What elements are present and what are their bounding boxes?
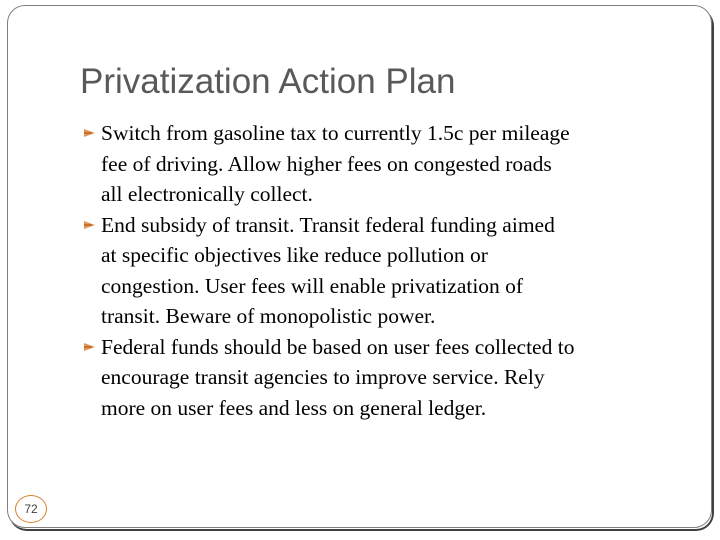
bullet-list xyxy=(84,118,689,423)
bullet-text-line: more on user fees and less on general ledger. xyxy=(101,395,487,420)
bullet-text-line: Switch from gasoline tax to currently 1.5c per mileage xyxy=(101,121,570,145)
bullet-text-line: End subsidy of transit. Transit federal funding aimed xyxy=(101,212,555,237)
bullet-text-line: encourage transit agencies to improve service. Rely xyxy=(101,365,545,389)
bullet-text-line: congestion. User fees will enable privatization of xyxy=(101,273,524,298)
bullet-text-line: at specific objectives like reduce pollution or xyxy=(101,243,488,267)
slide-title: Privatization Action Plan xyxy=(80,62,456,101)
page-number-badge: 72 xyxy=(15,495,47,523)
arrow-bullet-icon xyxy=(84,343,95,351)
bullet-item xyxy=(84,332,689,424)
bullet-item xyxy=(84,118,689,210)
bullet-text-line: Federal funds should be based on user fees collected to xyxy=(101,334,575,359)
bullet-item xyxy=(84,210,689,332)
bullet-text-line: fee of driving. Allow higher fees on congested roads xyxy=(101,151,552,176)
bullet-text-line: transit. Beware of monopolistic power. xyxy=(101,304,436,328)
arrow-bullet-icon xyxy=(84,221,95,229)
arrow-bullet-icon xyxy=(84,129,95,137)
bullet-text-line: all electronically collect. xyxy=(101,182,313,206)
